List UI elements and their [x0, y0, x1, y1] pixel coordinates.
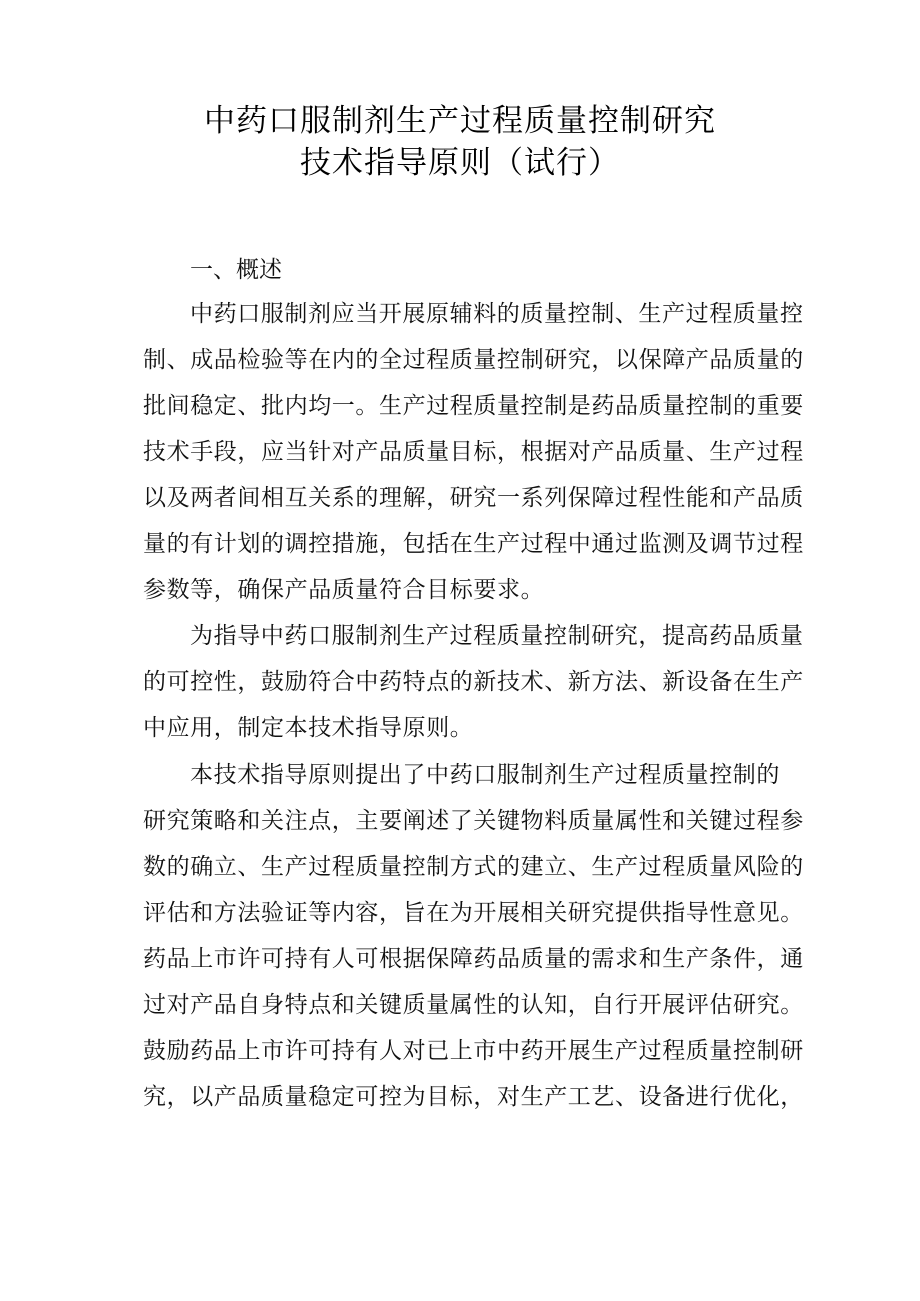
body-line: 鼓励药品上市许可持有人对已上市中药开展生产过程质量控制研	[143, 1038, 804, 1064]
body-line: 制、成品检验等在内的全过程质量控制研究，以保障产品质量的	[143, 347, 804, 373]
body-line: 研究策略和关注点，主要阐述了关键物料质量属性和关键过程参	[143, 808, 804, 834]
document-title-line-2: 技术指导原则（试行）	[300, 145, 620, 181]
body-line: 参数等，确保产品质量符合目标要求。	[143, 577, 545, 603]
body-line: 批间稳定、批内均一。生产过程质量控制是药品质量控制的重要	[143, 393, 804, 419]
body-line: 中药口服制剂应当开展原辅料的质量控制、生产过程质量控	[190, 301, 804, 327]
body-line: 量的有计划的调控措施，包括在生产过程中通过监测及调节过程	[143, 531, 804, 557]
body-line: 药品上市许可持有人可根据保障药品质量的需求和生产条件，通	[143, 946, 804, 972]
body-line: 技术手段，应当针对产品质量目标，根据对产品质量、生产过程	[143, 439, 804, 465]
body-line: 过对产品自身特点和关键质量属性的认知，自行开展评估研究。	[143, 992, 804, 1018]
body-line: 中应用，制定本技术指导原则。	[143, 715, 474, 741]
body-line: 的可控性，鼓励符合中药特点的新技术、新方法、新设备在生产	[143, 669, 804, 695]
body-line: 究，以产品质量稳定可控为目标，对生产工艺、设备进行优化，	[143, 1084, 804, 1110]
document-title-line-1: 中药口服制剂生产过程质量控制研究	[204, 103, 716, 139]
body-line: 数的确立、生产过程质量控制方式的建立、生产过程质量风险的	[143, 854, 804, 880]
section-heading: 一、概述	[190, 257, 282, 283]
body-line: 为指导中药口服制剂生产过程质量控制研究，提高药品质量	[190, 623, 804, 649]
body-line: 以及两者间相互关系的理解，研究一系列保障过程性能和产品质	[143, 485, 804, 511]
body-line: 评估和方法验证等内容，旨在为开展相关研究提供指导性意见。	[143, 900, 804, 926]
body-line: 本技术指导原则提出了中药口服制剂生产过程质量控制的	[190, 762, 780, 788]
